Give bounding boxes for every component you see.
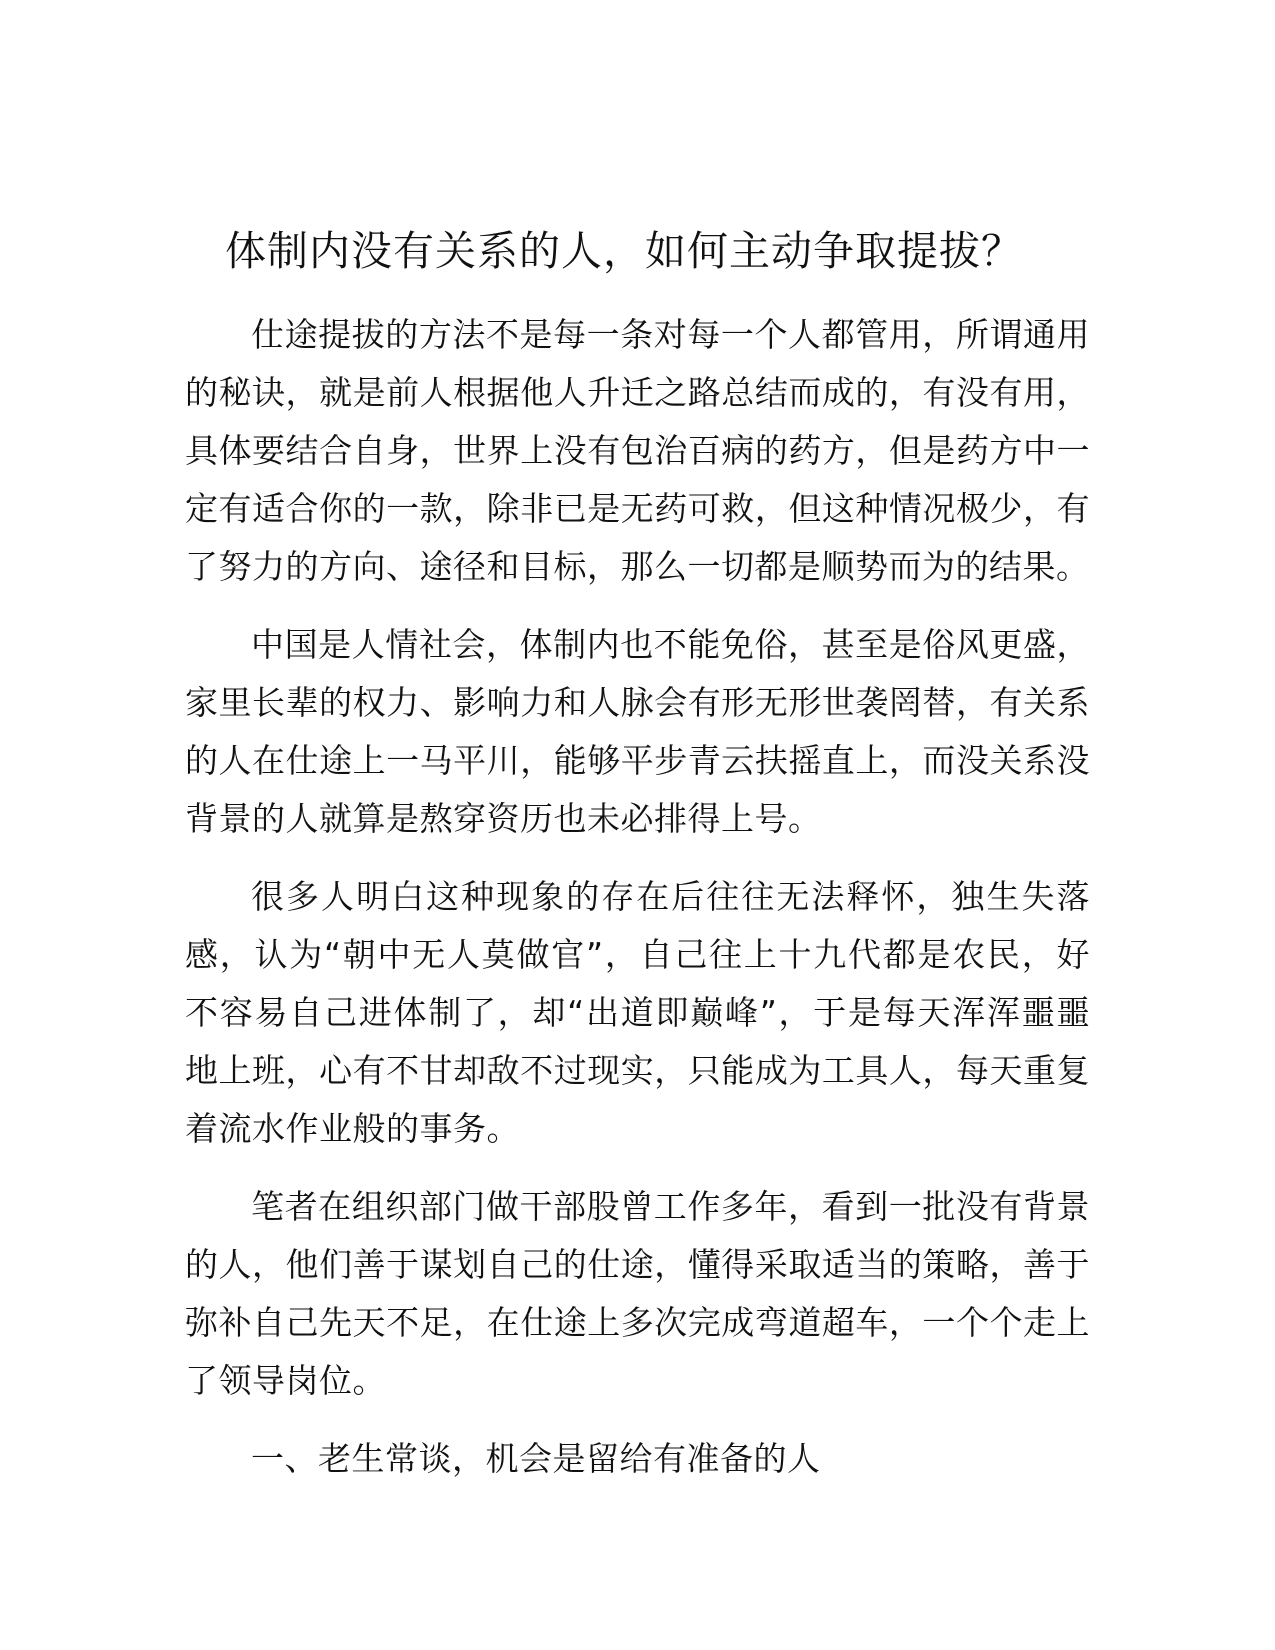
paragraph: 很多人明白这种现象的存在后往往无法释怀，独生失落感，认为“朝中无人莫做官”，自己往上十九代都是农民，好不容易自己进体制了，却“出道即巅峰”，于是每天浑浑噩噩地上班，心有不甘却敌不过现实，只能成为工具人，每天重复着流水作业般的事务。 xyxy=(185,877,1090,1148)
paragraph: 笔者在组织部门做干部股曾工作多年，看到一批没有背景的人，他们善于谋划自己的仕途，懂得采取适当的策略，善于弥补自己先天不足，在仕途上多次完成弯道超车，一个个走上了领导岗位。 xyxy=(185,1187,1090,1400)
section-heading: 一、老生常谈，机会是留给有准备的人 xyxy=(251,1439,821,1478)
document-title: 体制内没有关系的人，如何主动争取提拔？ xyxy=(225,227,1023,275)
document-page xyxy=(185,222,1090,1488)
paragraph: 仕途提拔的方法不是每一条对每一个人都管用，所谓通用的秘诀，就是前人根据他人升迁之路总结而成的，有没有用，具体要结合自身，世界上没有包治百病的药方，但是药方中一定有适合你的一款，除非已是无药可救，但这种情况极少，有了努力的方向、途径和目标，那么一切都是顺势而为的结果。 xyxy=(185,315,1090,586)
paragraph: 中国是人情社会，体制内也不能免俗，甚至是俗风更盛，家里长辈的权力、影响力和人脉会有形无形世袭罔替，有关系的人在仕途上一马平川，能够平步青云扶摇直上，而没关系没背景的人就算是熬穿资历也未必排得上号。 xyxy=(185,625,1090,838)
